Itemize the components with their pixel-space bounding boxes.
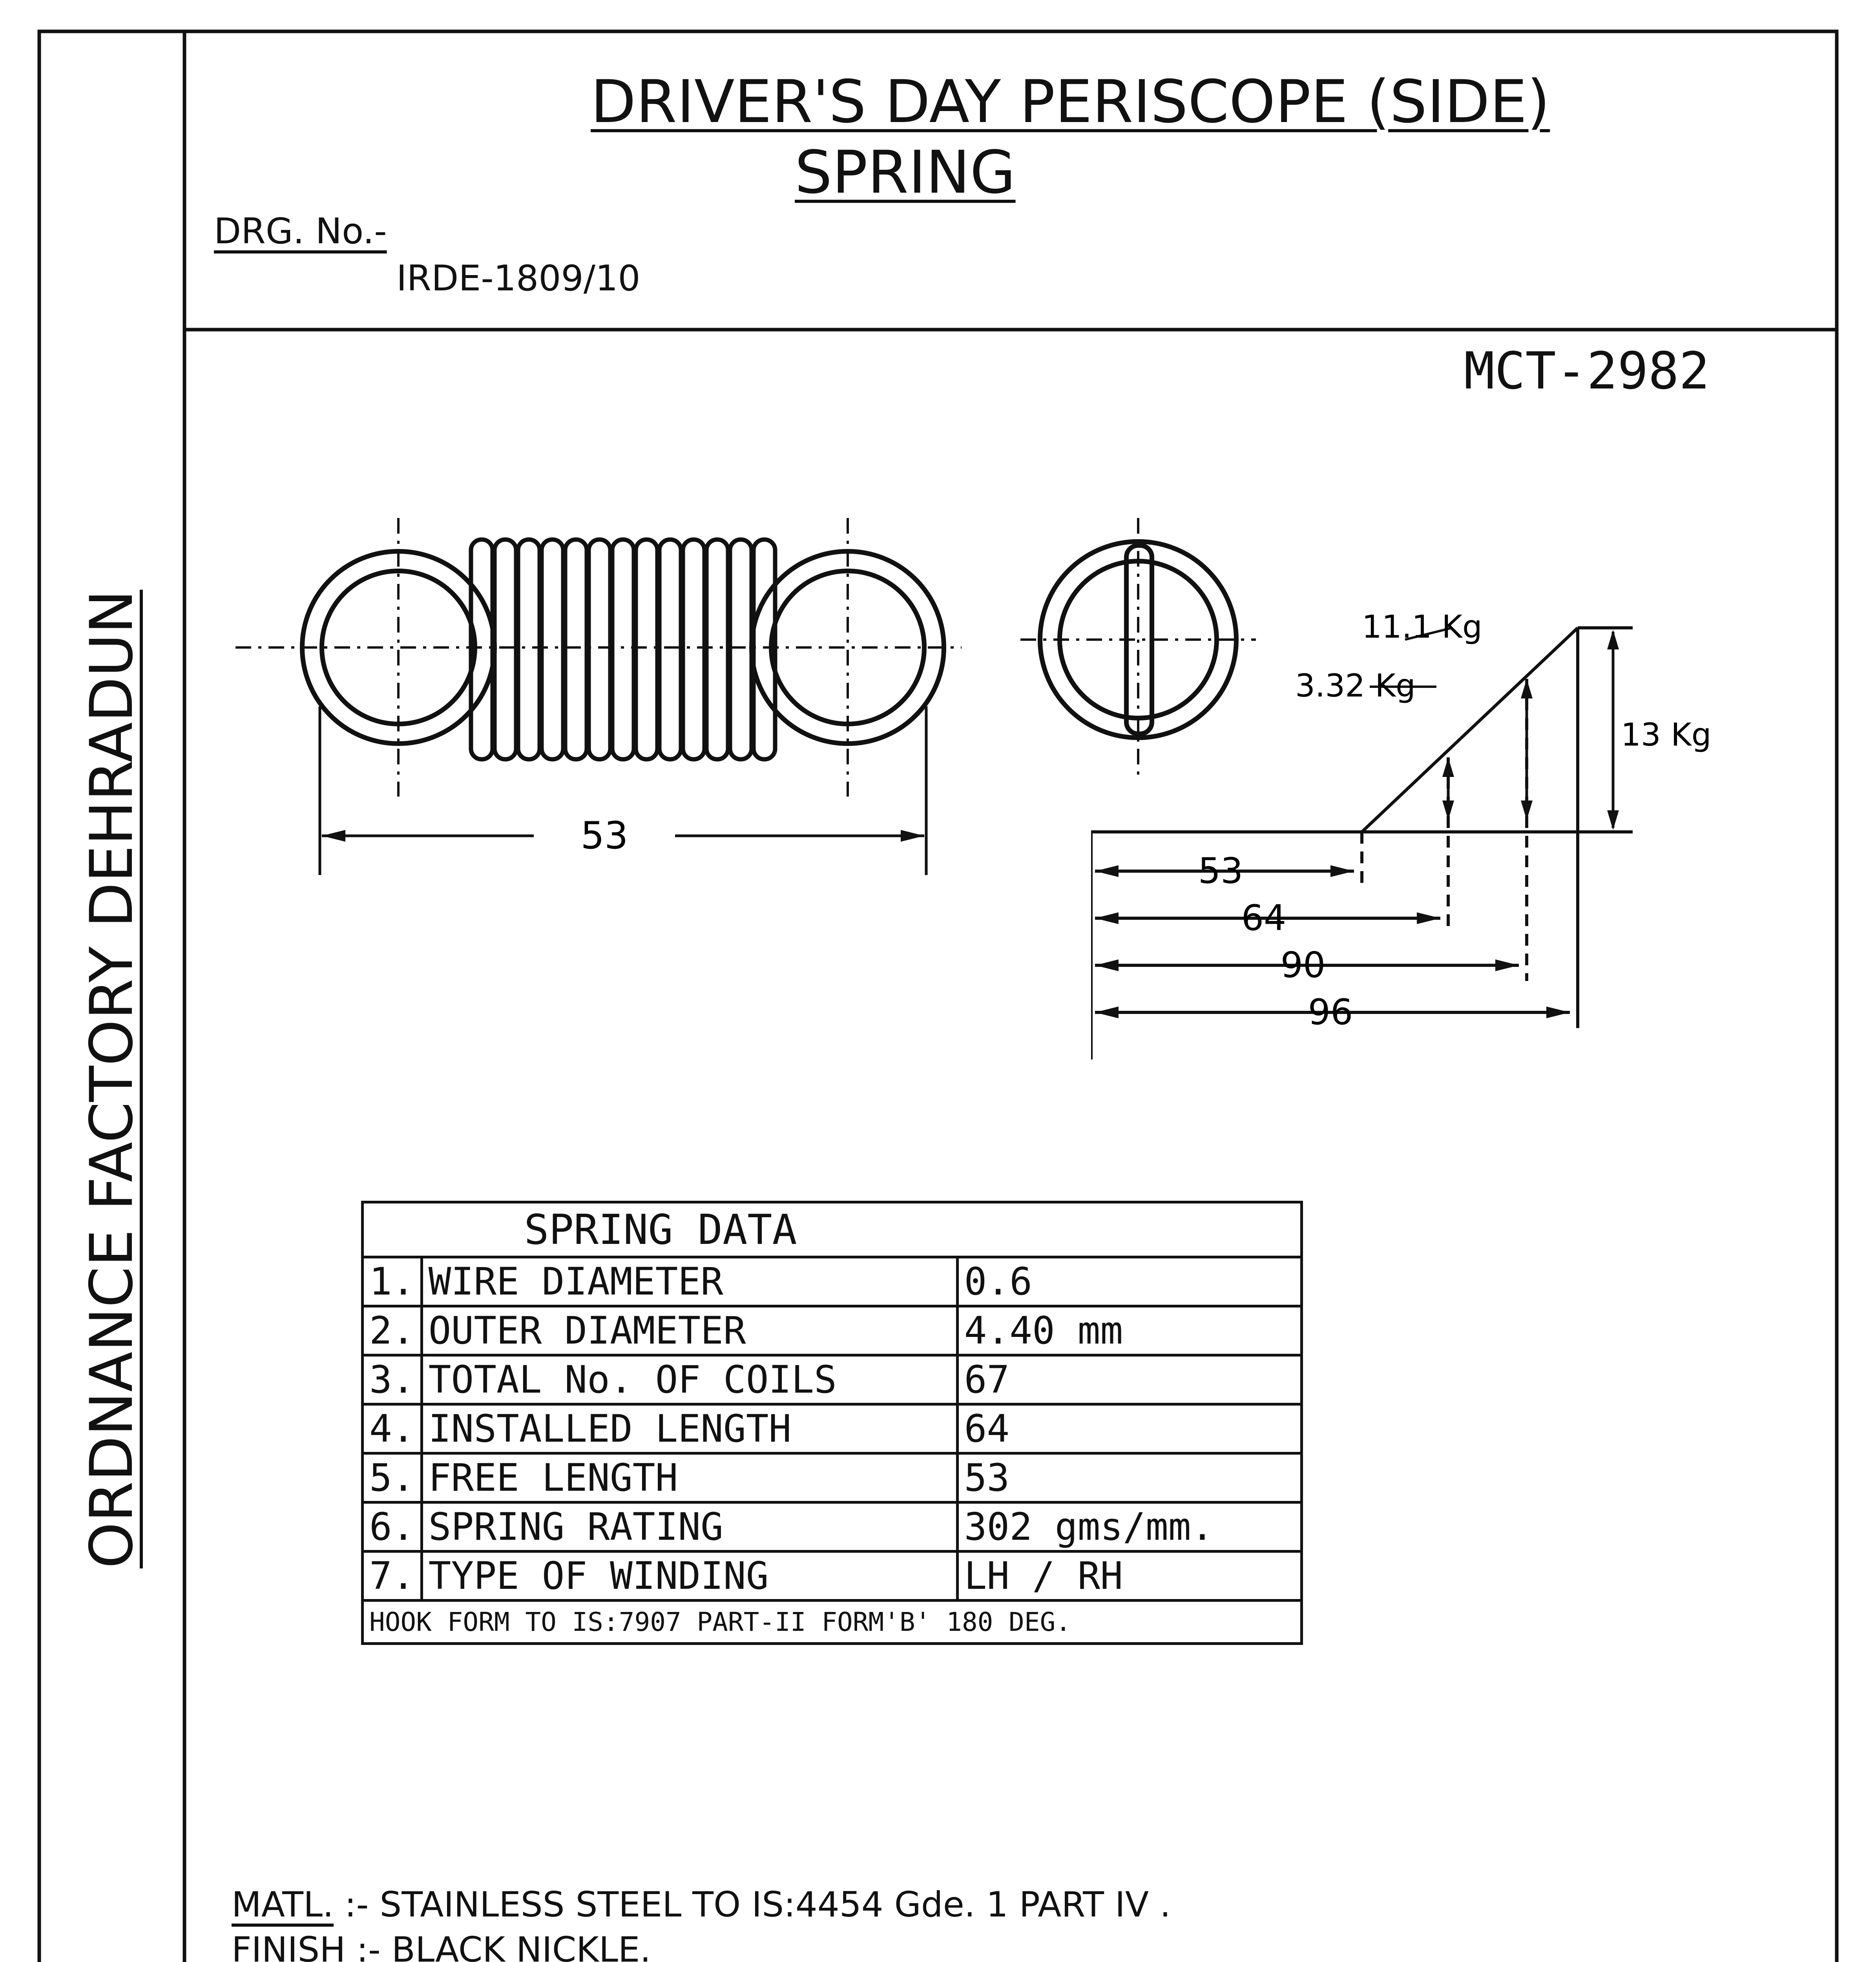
- drawing-ref-value: IRDE-1809/10: [396, 258, 641, 299]
- dim-spring-length: 53: [580, 814, 628, 857]
- row-parameter: TOTAL No. OF COILS: [422, 1355, 957, 1404]
- row-value: LH / RH: [957, 1552, 1301, 1601]
- row-number: 7.: [363, 1552, 422, 1601]
- spring-data-heading: SPRING DATA: [363, 1202, 958, 1257]
- title-line-1: DRIVER'S DAY PERISCOPE (SIDE): [591, 68, 1550, 136]
- row-parameter: FREE LENGTH: [422, 1453, 957, 1502]
- row-value: 0.6: [957, 1257, 1301, 1306]
- row-number: 1.: [363, 1257, 422, 1306]
- handwritten-drawing-number: MCT-2982: [1464, 341, 1710, 401]
- row-value: 302 gms/mm.: [957, 1502, 1301, 1552]
- row-number: 2.: [363, 1306, 422, 1355]
- dim-length-1: 53: [1198, 850, 1243, 892]
- dim-length-4: 96: [1308, 992, 1353, 1033]
- row-parameter: SPRING RATING: [422, 1502, 957, 1552]
- row-parameter: TYPE OF WINDING: [422, 1552, 957, 1601]
- row-number: 6.: [363, 1502, 422, 1552]
- dim-load-3: 13 Kg: [1621, 717, 1712, 753]
- row-value: 4.40 mm: [957, 1306, 1301, 1355]
- spring-drawing: [196, 502, 981, 895]
- force-length-diagram: [1091, 589, 1719, 1079]
- row-number: 4.: [363, 1404, 422, 1453]
- row-parameter: WIRE DIAMETER: [422, 1257, 957, 1306]
- drawing-ref-label: DRG. No.-: [214, 211, 387, 252]
- row-number: 5.: [363, 1453, 422, 1502]
- finish-note-label: FINISH: [232, 1929, 346, 1962]
- title-line-2: SPRING: [795, 139, 1016, 207]
- matl-note-value: :- STAINLESS STEEL TO IS:4454 Gde. 1 PART IV .: [345, 1884, 1171, 1925]
- row-number: 3.: [363, 1355, 422, 1404]
- row-value: 67: [957, 1355, 1301, 1404]
- spring-data-table: [361, 1201, 1303, 1645]
- matl-note: [232, 1884, 1171, 1925]
- finish-note-value: :- BLACK NICKLE.: [356, 1929, 651, 1962]
- dim-load-1: 11.1 Kg: [1362, 609, 1482, 645]
- dim-length-3: 90: [1280, 945, 1326, 986]
- matl-note-label: MATL.: [232, 1884, 334, 1925]
- finish-note: [232, 1929, 651, 1962]
- dim-load-2: 3.32 Kg: [1295, 667, 1416, 704]
- row-parameter: OUTER DIAMETER: [422, 1306, 957, 1355]
- row-value: 64: [957, 1404, 1301, 1453]
- dim-length-2: 64: [1241, 897, 1287, 939]
- row-parameter: INSTALLED LENGTH: [422, 1404, 957, 1453]
- spring-data-footer: HOOK FORM TO IS:7907 PART-II FORM'B' 180 DEG.: [363, 1601, 1302, 1644]
- row-value: 53: [957, 1453, 1301, 1502]
- side-label: ORDNANCE FACTORY DEHRADUN: [78, 589, 146, 1569]
